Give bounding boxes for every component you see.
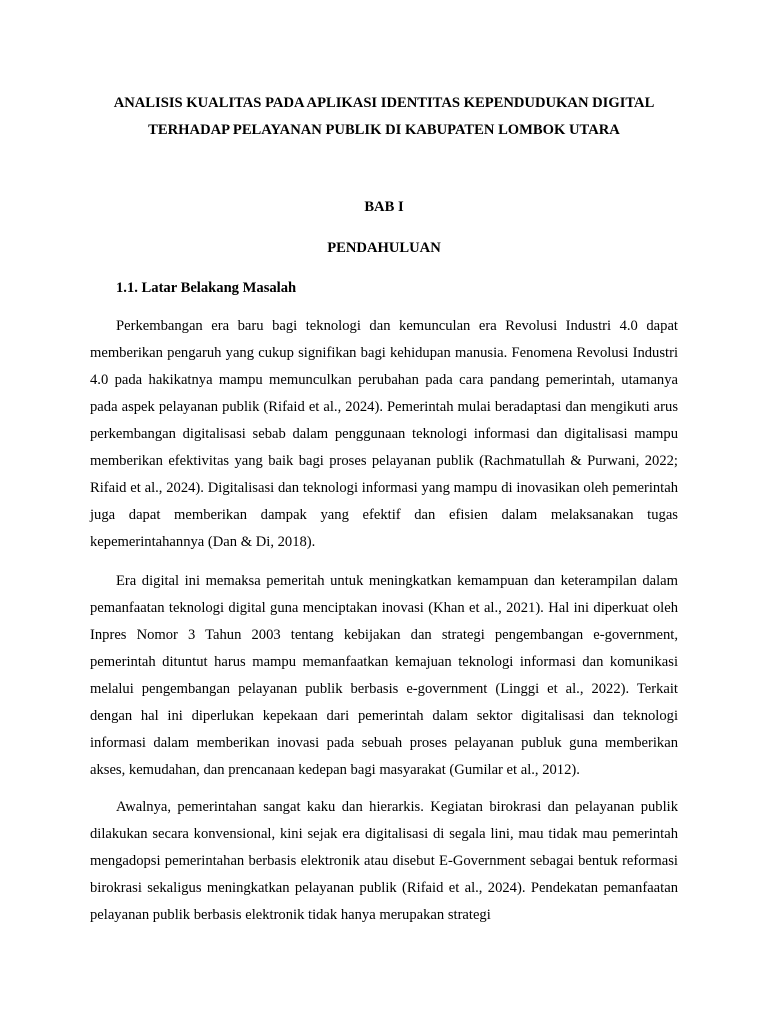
section-heading: 1.1. Latar Belakang Masalah bbox=[116, 280, 297, 296]
title-line-1: ANALISIS KUALITAS PADA APLIKASI IDENTITAS KEPENDUDUKAN DIGITAL bbox=[113, 95, 655, 111]
paragraph-block-3 bbox=[90, 794, 678, 943]
document-title bbox=[90, 90, 678, 144]
paragraph: Era digital ini memaksa pemeritah untuk meningkatkan kemampuan dan keterampilan dalam pemanfaatan teknologi digital guna menciptakan inovasi (Khan et al., 2021). Hal ini diperkuat oleh Inpres Nomor 3 Tahun 2003 tentang kebijakan dan strategi pengembangan e-government, pemerintah dituntut harus mampu memanfaatkan kemajuan teknologi informasi dan komunikasi melalui pengembangan pelayanan publik berbasis e-government (Linggi et al., 2022). Terkait dengan hal ini diperlukan kepekaan dari pemerintah dalam sektor digitalisasi dan teknologi informasi dalam memberikan inovasi pada sebuah proses pelayanan publuk guna memberikan akses, kemudahan, dan prencanaan kedepan bagi masyarakat (Gumilar et al., 2012). bbox=[90, 573, 678, 778]
paragraph: Perkembangan era baru bagi teknologi dan kemunculan era Revolusi Industri 4.0 dapat memberikan pengaruh yang cukup signifikan bagi kehidupan manusia. Fenomena Revolusi Industri 4.0 pada hakikatnya mampu memunculkan perubahan pada cara pandang pemerintah, utamanya pada aspek pelayanan publik (Rifaid et al., 2024). Pemerintah mulai beradaptasi dan mengikuti arus perkembangan digitalisasi sebab dalam penggunaan teknologi informasi dan digitalisasi mampu memberikan efektivitas yang baik bagi proses pelayanan publik (Rachmatullah & Purwani, 2022; Rifaid et al., 2024). Digitalisasi dan teknologi informasi yang mampu di inovasikan oleh pemerintah juga dapat memberikan dampak yang efektif dan efisien dalam melaksanakan tugas kepemerintahannya (Dan & Di, 2018). bbox=[90, 318, 678, 550]
chapter-number: BAB I bbox=[364, 199, 404, 215]
chapter-title: PENDAHULUAN bbox=[327, 240, 441, 256]
paragraph-block-2 bbox=[90, 568, 678, 798]
paragraph: Awalnya, pemerintahan sangat kaku dan hierarkis. Kegiatan birokrasi dan pelayanan publik dilakukan secara konvensional, kini sejak era digitalisasi di segala lini, mau tidak mau pemerintah mengadopsi pemerintahan berbasis elektronik atau disebut E-Government sebagai bentuk reformasi birokrasi sekaligus meningkatkan pelayanan publik (Rifaid et al., 2024). Pendekatan pemanfaatan pelayanan publik berbasis elektronik tidak hanya merupakan strategi bbox=[90, 799, 678, 923]
title-line-2: TERHADAP PELAYANAN PUBLIK DI KABUPATEN LOMBOK UTARA bbox=[148, 122, 620, 138]
paragraph-block-1 bbox=[90, 313, 678, 570]
